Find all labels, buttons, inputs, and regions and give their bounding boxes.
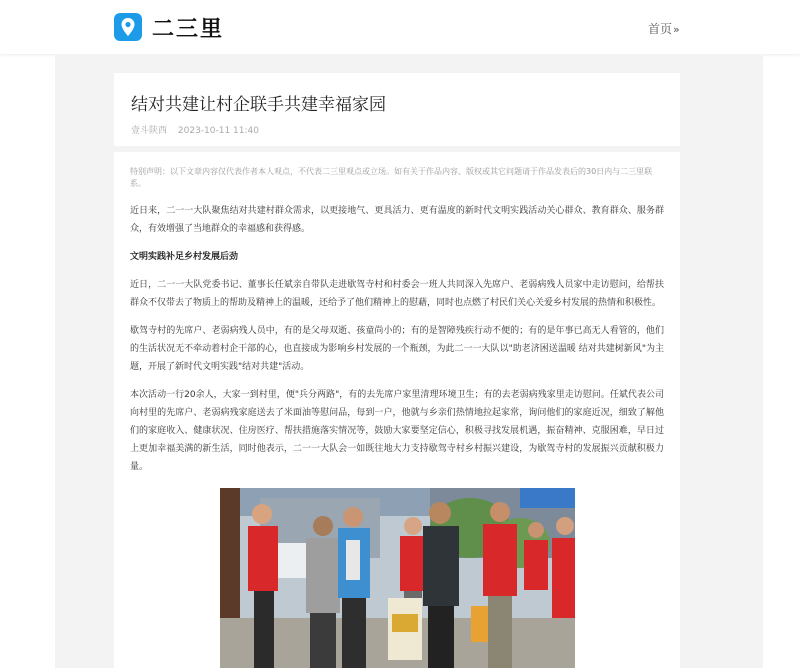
double-chevron-right-icon: » (673, 23, 680, 36)
article-content-card (114, 152, 680, 668)
article-meta (131, 123, 259, 136)
article-paragraph: 本次活动一行20余人，大家一到村里，便"兵分两路"，有的去先席户家里清理环境卫生；有的去老弱病残家里走访慰问。任斌代表公司向村里的先席户、老弱病残家庭送去了米面油等慰问品，每到一户，他就与乡亲们热情地拉起家常，询问他们的家庭近况，细致了解他们的家庭收入、健康状况、住房医疗、帮扶措施落实情况等，鼓励大家要坚定信心，积极寻找发展机遇，振奋精神、克服困难，早日过上更加幸福美满的新生活，同时他表示，二一一大队会一如既往地大力支持歇驾寺村乡村振兴建设，为歇驾寺村的发展振兴贡献积极力量。 (130, 390, 664, 472)
site-logo-text[interactable]: 二三里 (152, 17, 225, 42)
article-disclaimer: 特别声明：以下文章内容仅代表作者本人观点，不代表二三里观点或立场。如有关于作品内容、版权或其它问题请于作品发表后的30日内与二三里联系。 (130, 167, 653, 188)
top-navigation-bar (0, 0, 800, 54)
article-body (130, 166, 664, 486)
article-photo (220, 488, 575, 668)
home-nav-label: 首页 (648, 22, 673, 36)
home-nav-link[interactable] (648, 20, 680, 37)
article-author[interactable]: 壹斗陕西 (131, 126, 168, 136)
map-pin-icon[interactable] (114, 13, 142, 41)
article-paragraph: 歇驾寺村的先席户、老弱病残人员中，有的是父母双逝、孩童尚小的；有的是智障残疾行动不便的；有的是年事已高无人看管的，他们的生活状况无不牵动着村企干部的心，也直接成为影响乡村发展的一个瓶颈，为此二一一大队以"助老济困送温暖 结对共建树新风"为主题，开展了新时代文明实践"结对共建"活动。 (130, 326, 664, 372)
article-paragraph: 近日，二一一大队党委书记、董事长任斌亲自带队走进歇驾寺村和村委会一班人共同深入先席户、老弱病残人员家中走访慰问，给帮扶群众不仅带去了物质上的帮助及精神上的温暖，还给予了他们精神上的慰藉，同时也点燃了村民们关心关爱乡村发展的热情和积极性。 (130, 280, 664, 308)
article-header-card (114, 73, 680, 146)
article-paragraph: 近日来，二一一大队聚焦结对共建村群众需求，以更接地气、更具活力、更有温度的新时代文明实践活动关心群众、教育群众、服务群众，有效增强了当地群众的幸福感和获得感。 (130, 206, 664, 234)
article-title: 结对共建让村企联手共建幸福家园 (131, 95, 386, 115)
article-datetime: 2023-10-11 11:40 (177, 126, 259, 136)
article-subheading: 文明实践补足乡村发展后劲 (130, 252, 239, 262)
